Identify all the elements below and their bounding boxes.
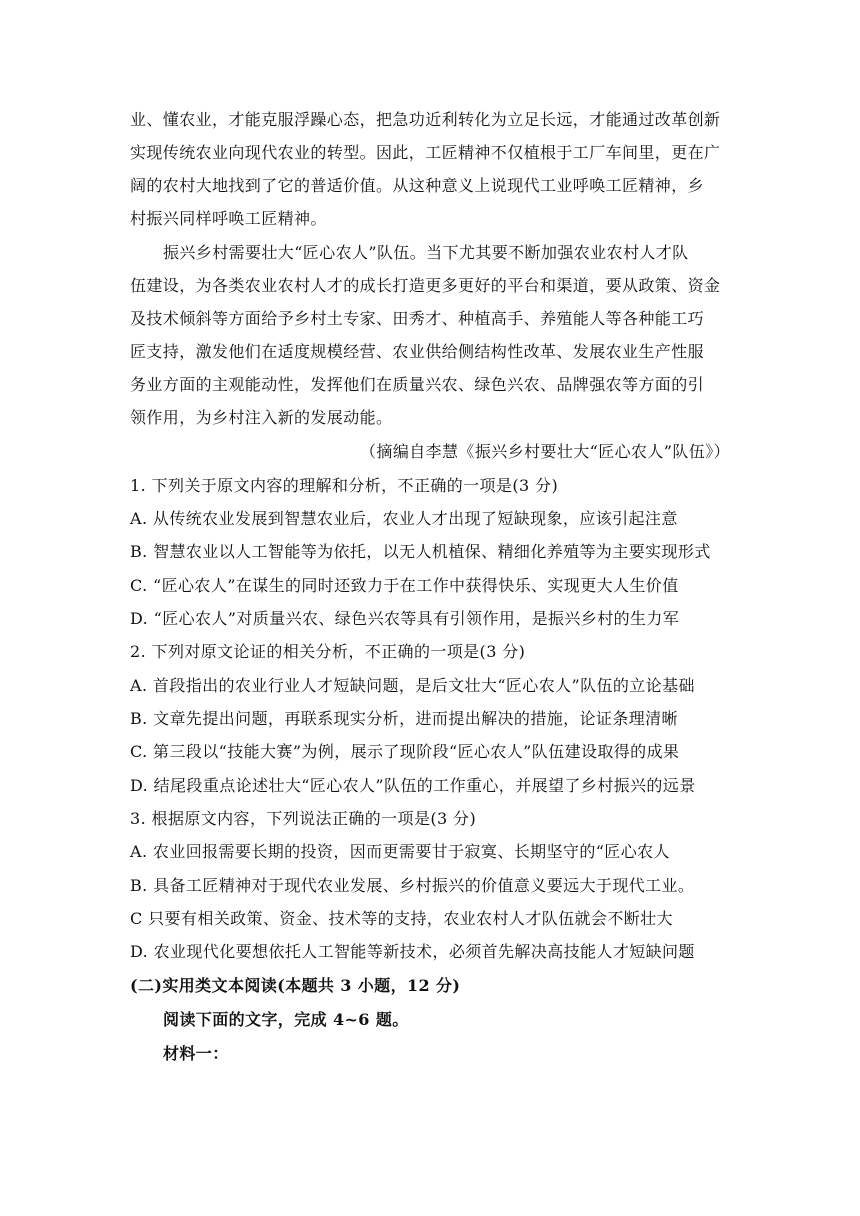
- question-stem: 3. 根据原文内容，下列说法正确的一项是(3 分): [130, 809, 477, 828]
- paragraph-line: 领作用，为乡村注入新的发展动能。: [130, 408, 393, 427]
- material-label: 材料一：: [163, 1044, 229, 1063]
- paragraph-line: 业、懂农业，才能克服浮躁心态，把急功近利转化为立足长远，才能通过改革创新: [130, 110, 721, 129]
- paragraph-line: 实现传统农业向现代农业的转型。因此，工匠精神不仅植根于工厂车间里，更在广: [130, 143, 721, 162]
- question-stem: 2. 下列对原文论证的相关分析，不正确的一项是(3 分): [130, 642, 526, 661]
- question-option: B. 智慧农业以人工智能等为依托，以无人机植保、精细化养殖等为主要实现形式: [130, 542, 711, 561]
- source-citation: （摘编自李慧《振兴乡村要壮大“匠心农人”队伍》）: [360, 442, 730, 461]
- question-stem: 1. 下列关于原文内容的理解和分析，不正确的一项是(3 分): [130, 476, 559, 495]
- question-option: B. 文章先提出问题，再联系现实分析，进而提出解决的措施，论证条理清晰: [130, 709, 678, 728]
- question-option: D. “匠心农人”对质量兴农、绿色兴农等具有引领作用，是振兴乡村的生力军: [130, 609, 680, 628]
- paragraph-line: 及技术倾斜等方面给予乡村土专家、田秀才、种植高手、养殖能人等各种能工巧: [130, 309, 705, 328]
- question-option: C. 第三段以“技能大赛”为例，展示了现阶段“匠心农人”队伍建设取得的成果: [130, 742, 680, 761]
- question-option: C 只要有相关政策、资金、技术等的支持，农业农村人才队伍就会不断壮大: [130, 909, 673, 928]
- paragraph-line: 匠支持，激发他们在适度规模经营、农业供给侧结构性改革、发展农业生产性服: [130, 342, 705, 361]
- question-option: D. 农业现代化要想依托人工智能等新技术，必须首先解决高技能人才短缺问题: [130, 942, 695, 961]
- paragraph-line: 振兴乡村需要壮大“匠心农人”队伍。当下尤其要不断加强农业农村人才队: [163, 243, 689, 262]
- paragraph-line: 伍建设，为各类农业农村人才的成长打造更多更好的平台和渠道，要从政策、资金: [130, 276, 721, 295]
- question-option: A. 首段指出的农业行业人才短缺问题，是后文壮大“匠心农人”队伍的立论基础: [130, 676, 695, 695]
- paragraph-line: 村振兴同样呼唤工匠精神。: [130, 209, 327, 228]
- question-option: A. 从传统农业发展到智慧农业后，农业人才出现了短缺现象，应该引起注意: [130, 509, 678, 528]
- question-option: C. “匠心农人”在谋生的同时还致力于在工作中获得快乐、实现更大人生价值: [130, 576, 679, 595]
- paragraph-line: 阔的农村大地找到了它的普适价值。从这种意义上说现代工业呼唤工匠精神，乡: [130, 176, 705, 195]
- question-option: B. 具备工匠精神对于现代农业发展、乡村振兴的价值意义要远大于现代工业。: [130, 876, 695, 895]
- instruction-text: 阅读下面的文字，完成 4~6 题。: [163, 1010, 409, 1029]
- question-option: D. 结尾段重点论述壮大“匠心农人”队伍的工作重心，并展望了乡村振兴的远景: [130, 776, 696, 795]
- question-option: A. 农业回报需要长期的投资，因而更需要甘于寂寞、长期坚守的“匠心农人: [130, 842, 670, 861]
- paragraph-line: 务业方面的主观能动性，发挥他们在质量兴农、绿色兴农、品牌强农等方面的引: [130, 375, 705, 394]
- section-heading: (二)实用类文本阅读(本题共 3 小题，12 分): [130, 976, 461, 995]
